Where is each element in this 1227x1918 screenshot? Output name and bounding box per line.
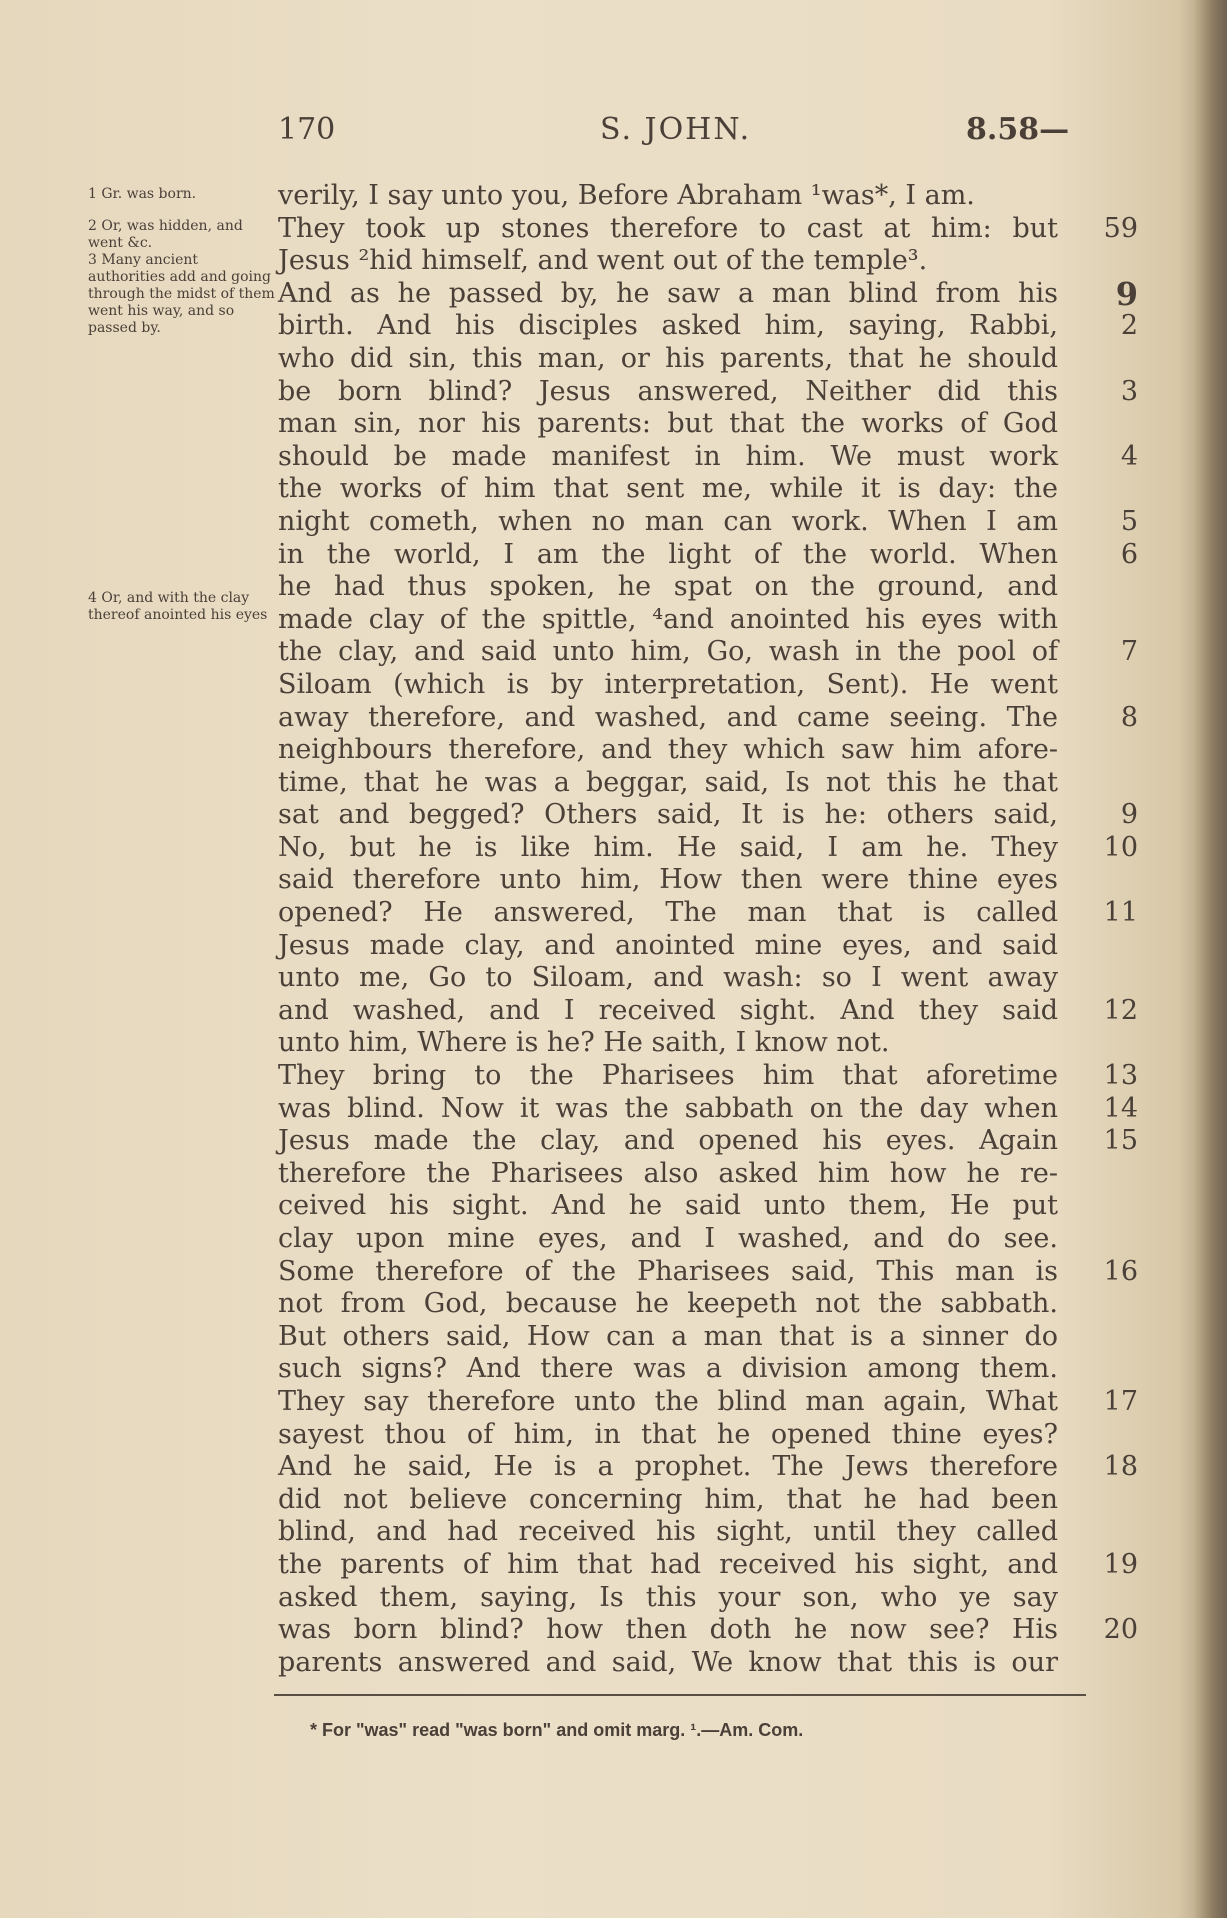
text-line xyxy=(278,799,1138,832)
text-line xyxy=(278,604,1058,637)
verse-number: 59 xyxy=(1103,212,1138,244)
verse-number: 13 xyxy=(1103,1060,1138,1092)
text-line xyxy=(278,1092,1138,1126)
line-text: Jesus made the clay, and opened his eyes. Again xyxy=(278,1125,1058,1157)
line-text: opened? He answered, The man that is called xyxy=(278,897,1058,929)
text-line xyxy=(278,274,1138,313)
verse-number: 11 xyxy=(1103,897,1138,929)
line-text: But others said, How can a man that is a sinner do xyxy=(278,1320,1058,1352)
text-line xyxy=(278,1321,1058,1354)
text-line xyxy=(278,930,1058,963)
text-line xyxy=(278,636,1138,669)
line-text: in the world, I am the light of the world. When xyxy=(278,538,1058,570)
text-line xyxy=(278,1288,1058,1321)
line-text: unto him, Where is he? He saith, I know not. xyxy=(278,1027,890,1059)
margin-note-4: 4 Or, and with the clay thereof anointed his eyes xyxy=(88,590,268,623)
footnote-divider xyxy=(274,1694,1086,1696)
line-text: And he said, He is a prophet. The Jews therefore xyxy=(278,1451,1058,1483)
line-text: verily, I say unto you, Before Abraham ¹was*, I am. xyxy=(278,180,975,211)
text-line xyxy=(278,1484,1058,1517)
page-number: 170 xyxy=(278,112,336,147)
text-line xyxy=(278,831,1138,865)
line-text: night cometh, when no man can work. When I am xyxy=(278,505,1058,537)
chapter-verse-ref: 8.58— xyxy=(966,112,1070,147)
text-line xyxy=(278,1353,1058,1386)
verse-number: 16 xyxy=(1103,1255,1138,1287)
text-line xyxy=(278,767,1058,800)
verse-number: 5 xyxy=(1120,505,1138,537)
text-line xyxy=(278,180,1058,213)
line-text: was blind. Now it was the sabbath on the day when xyxy=(278,1092,1058,1124)
text-line xyxy=(278,1647,1058,1680)
line-text: man sin, nor his parents: but that the works of God xyxy=(278,408,1058,440)
line-text: the parents of him that had received his sight, and xyxy=(278,1548,1058,1580)
text-line xyxy=(278,310,1138,343)
line-text: made clay of the spittle, ⁴and anointed his eyes with xyxy=(278,603,1058,635)
line-text: clay upon mine eyes, and I washed, and do see. xyxy=(278,1223,1058,1254)
verse-number: 3 xyxy=(1120,375,1138,407)
text-line xyxy=(278,1255,1138,1289)
line-text: time, that he was a beggar, said, Is not this he that xyxy=(278,766,1058,798)
verse-number: 2 xyxy=(1120,310,1138,342)
text-line xyxy=(278,473,1058,506)
line-text: Jesus made clay, and anointed mine eyes, and said xyxy=(278,929,1058,961)
line-text: Some therefore of the Pharisees said, This man is xyxy=(278,1255,1058,1287)
line-text: No, but he is like him. He said, I am he. They xyxy=(278,831,1058,863)
text-line xyxy=(278,1451,1138,1484)
book-title: S. JOHN. xyxy=(600,112,752,147)
text-line xyxy=(278,1516,1058,1549)
verse-number: 17 xyxy=(1103,1385,1138,1417)
verse-number: 9 xyxy=(1120,799,1138,831)
line-text: neighbours therefore, and they which saw him afore- xyxy=(278,734,1058,766)
text-line xyxy=(278,343,1058,376)
text-line xyxy=(278,505,1138,539)
page-gutter-shadow xyxy=(1193,0,1227,1918)
line-text: did not believe concerning him, that he had been xyxy=(278,1483,1058,1515)
line-text: blind, and had received his sight, until they called xyxy=(278,1516,1058,1548)
line-text: sayest thou of him, in that he opened thine eyes? xyxy=(278,1418,1058,1450)
line-text: They took up stones therefore to cast at him: but xyxy=(278,212,1058,244)
scripture-text xyxy=(278,180,1138,1679)
text-line xyxy=(278,408,1058,441)
margin-note-3: 3 Many ancient authorities add and going through the midst of them went his way, and so passed by. xyxy=(88,252,275,336)
text-line xyxy=(278,994,1138,1028)
text-line xyxy=(278,1223,1058,1256)
line-text: away therefore, and washed, and came seeing. The xyxy=(278,701,1058,733)
verse-number: 18 xyxy=(1103,1451,1138,1483)
text-line xyxy=(278,1385,1138,1419)
text-line xyxy=(278,245,1058,278)
margin-note-1: 1 Gr. was born. xyxy=(88,186,197,202)
verse-number: 19 xyxy=(1103,1548,1138,1580)
text-line xyxy=(278,962,1058,995)
verse-number: 15 xyxy=(1103,1125,1138,1157)
text-line xyxy=(278,669,1058,702)
verse-number: 7 xyxy=(1120,636,1138,668)
text-line xyxy=(278,1125,1138,1158)
verse-number: 14 xyxy=(1103,1092,1138,1124)
line-text: parents answered and said, We know that this is our xyxy=(278,1646,1058,1678)
text-line xyxy=(278,897,1138,930)
text-line xyxy=(278,1158,1058,1191)
text-line xyxy=(278,1190,1058,1223)
line-text: who did sin, this man, or his parents, that he should xyxy=(278,342,1058,374)
line-text: sat and begged? Others said, It is he: others said, xyxy=(278,799,1058,831)
verse-number: 6 xyxy=(1120,538,1138,570)
line-text: unto me, Go to Siloam, and wash: so I went away xyxy=(278,962,1058,994)
margin-note-2: 2 Or, was hidden, and went &c. xyxy=(88,218,243,251)
text-line xyxy=(278,538,1138,572)
line-text: ceived his sight. And he said unto them, He put xyxy=(278,1190,1058,1222)
line-text: And as he passed by, he saw a man blind from his xyxy=(278,277,1058,309)
text-line xyxy=(278,571,1058,604)
margin-notes-top xyxy=(88,186,278,339)
verse-number: 12 xyxy=(1103,994,1138,1026)
line-text: the clay, and said unto him, Go, wash in the pool of xyxy=(278,636,1058,668)
footnote: * For "was" read "was born" and omit marg. ¹.—Am. Com. xyxy=(310,1720,804,1740)
text-line xyxy=(278,1419,1058,1452)
line-text: therefore the Pharisees also asked him how he re- xyxy=(278,1157,1058,1189)
line-text: said therefore unto him, How then were thine eyes xyxy=(278,864,1058,896)
line-text: he had thus spoken, he spat on the ground, and xyxy=(278,571,1058,603)
line-text: such signs? And there was a division among them. xyxy=(278,1353,1058,1385)
text-line xyxy=(278,1060,1138,1093)
text-line xyxy=(278,375,1138,409)
line-text: the works of him that sent me, while it is day: the xyxy=(278,473,1058,505)
line-text: Siloam (which is by interpretation, Sent). He went xyxy=(278,668,1058,700)
verse-number: 8 xyxy=(1120,701,1138,733)
text-line xyxy=(278,1614,1138,1647)
line-text: and washed, and I received sight. And they said xyxy=(278,994,1058,1026)
line-text: They bring to the Pharisees him that aforetime xyxy=(278,1060,1058,1092)
text-line xyxy=(278,1027,1058,1060)
verse-number: 20 xyxy=(1103,1614,1138,1646)
text-line xyxy=(278,734,1058,767)
text-line xyxy=(278,212,1138,246)
line-text: Jesus ²hid himself, and went out of the temple³. xyxy=(278,245,928,277)
text-line xyxy=(278,1582,1058,1615)
line-text: birth. And his disciples asked him, saying, Rabbi, xyxy=(278,310,1058,342)
text-line xyxy=(278,1548,1138,1582)
verse-number: 10 xyxy=(1103,831,1138,863)
chapter-number: 9 xyxy=(1115,274,1138,313)
verse-number: 4 xyxy=(1120,440,1138,472)
line-text: should be made manifest in him. We must work xyxy=(278,440,1058,472)
text-line xyxy=(278,701,1138,735)
line-text: not from God, because he keepeth not the sabbath. xyxy=(278,1288,1058,1320)
running-header xyxy=(0,112,1227,152)
text-line xyxy=(278,864,1058,897)
line-text: was born blind? how then doth he now see? His xyxy=(278,1614,1058,1646)
margin-notes-lower xyxy=(88,590,278,626)
line-text: be born blind? Jesus answered, Neither did this xyxy=(278,375,1058,407)
line-text: asked them, saying, Is this your son, who ye say xyxy=(278,1581,1058,1613)
line-text: They say therefore unto the blind man again, What xyxy=(278,1385,1058,1417)
text-line xyxy=(278,440,1138,474)
